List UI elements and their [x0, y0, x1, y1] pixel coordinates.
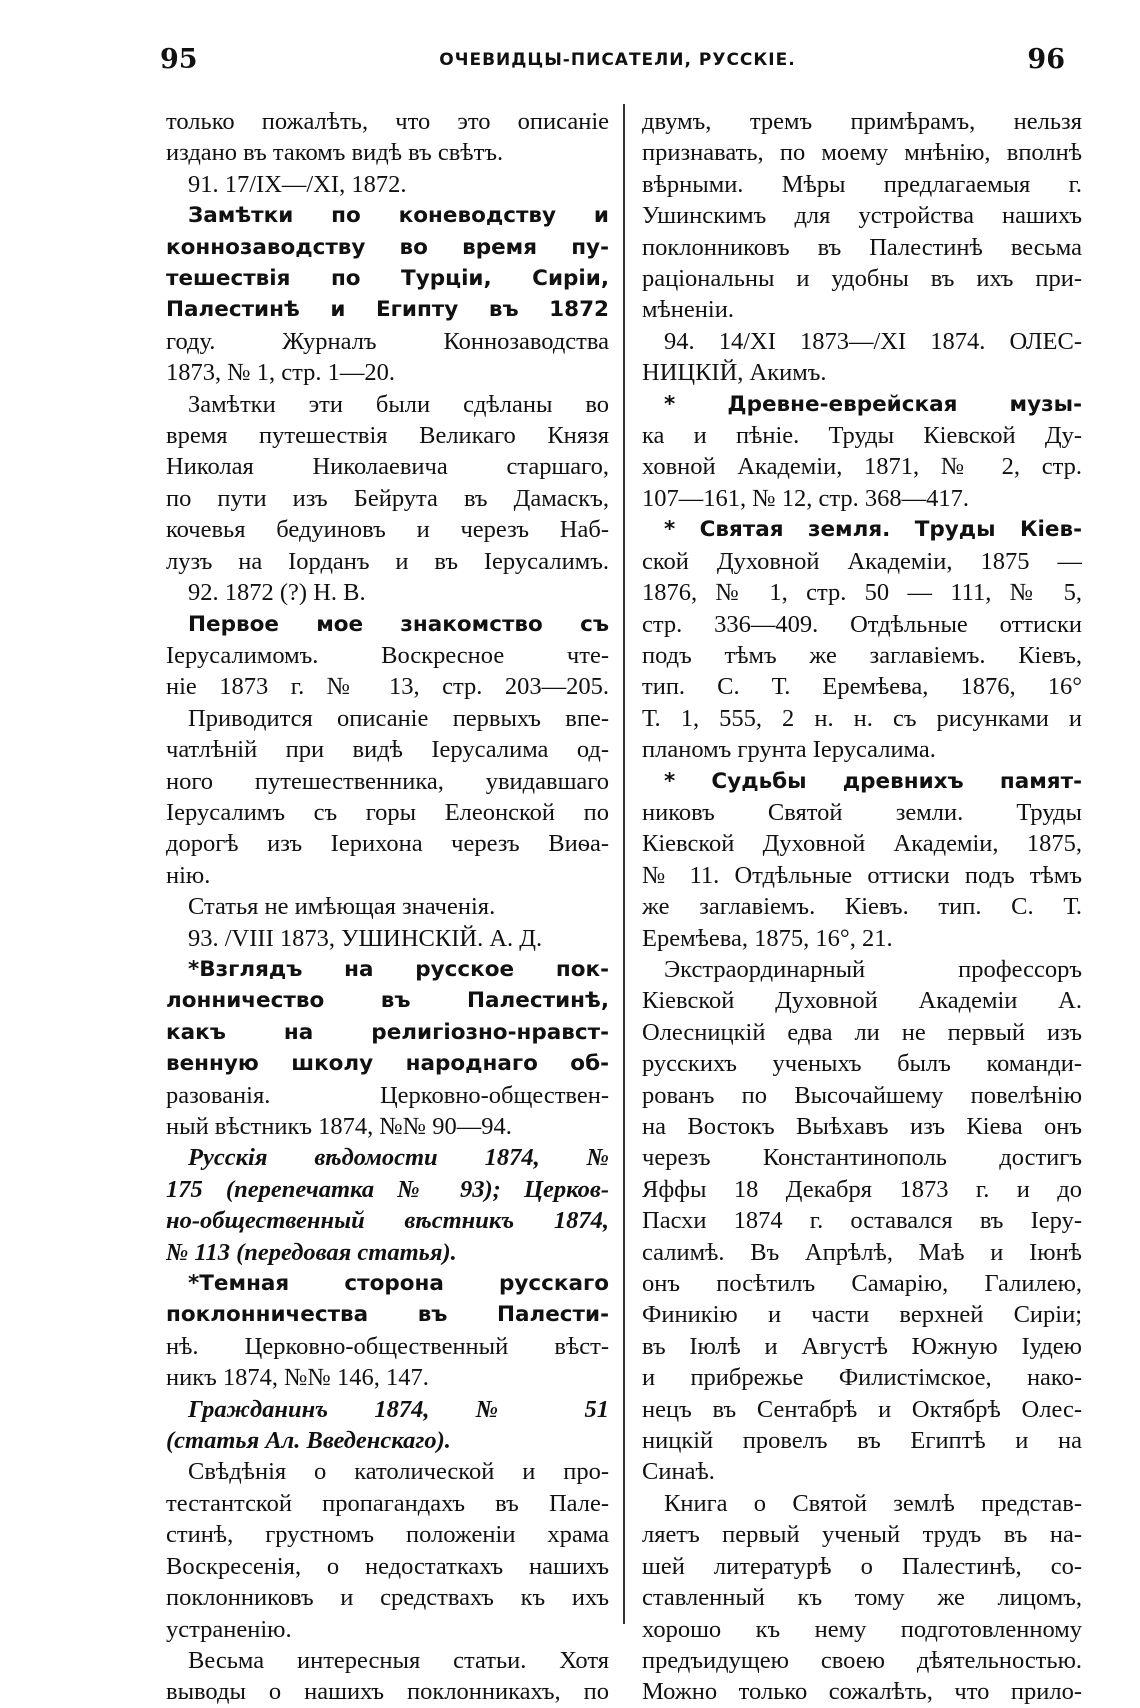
text-line: ного путешественника, увидавшаго: [166, 767, 609, 795]
page-number-right: 96: [1027, 44, 1065, 75]
text-line: и прибрежье Филистімское, нако-: [642, 1364, 1082, 1392]
text-line: устраненію.: [166, 1615, 292, 1643]
text-line: * Судьбы древнихъ памят-: [664, 768, 1082, 794]
text-line: признавать, по моему мнѣнію, вполнѣ: [642, 139, 1082, 167]
text-line: выводы о нашихъ поклонникахъ, по: [166, 1678, 609, 1706]
text-line: черезъ Константинополь достигъ: [642, 1144, 1082, 1172]
text-line: какъ на религіозно-нравст-: [166, 1019, 609, 1045]
page-number-left: 95: [160, 44, 198, 75]
text-line: нѣ. Церковно-общественный вѣст-: [166, 1332, 609, 1360]
text-line: Приводится описаніе первыхъ впе-: [188, 704, 609, 732]
text-line: дорогѣ изъ Іерихона черезъ Виѳа-: [166, 830, 609, 858]
text-line: № 11. Отдѣльные оттиски подъ тѣмъ: [642, 861, 1082, 889]
text-line: нію.: [166, 861, 211, 889]
text-line: мѣненіи.: [642, 296, 734, 324]
text-line: раціональны и удобны въ ихъ при-: [642, 265, 1082, 293]
text-line: же заглавіемъ. Кіевъ. тип. С. Т.: [642, 893, 1082, 921]
text-line: никъ 1874, №№ 146, 147.: [166, 1364, 429, 1392]
text-line: чатлѣній при видѣ Іерусалима од-: [166, 736, 609, 764]
text-line: Николая Николаевича старшаго,: [166, 453, 609, 481]
text-line: ка и пѣніе. Труды Кіевской Ду-: [642, 422, 1082, 450]
text-line: Статья не имѣющая значенія.: [188, 893, 496, 921]
text-line: Воскресенія, о недостаткахъ нашихъ: [166, 1552, 609, 1580]
text-line: предъидущею своею дѣятельностью.: [642, 1646, 1082, 1674]
text-line: 93. /VIII 1873, УШИНСКІЙ. А. Д.: [188, 924, 543, 952]
text-line: онъ посѣтилъ Самарію, Галилею,: [642, 1270, 1082, 1298]
text-line: никовъ Святой земли. Труды: [642, 798, 1082, 826]
text-line: Замѣтки эти были сдѣланы во: [188, 390, 609, 418]
text-line: время путешествія Великаго Князя: [166, 422, 609, 450]
text-line: Пасхи 1874 г. оставался въ Іеру-: [642, 1207, 1082, 1235]
text-line: поклонничества въ Палести-: [166, 1302, 609, 1328]
text-line: Синаѣ.: [642, 1458, 715, 1486]
text-line: ской Духовной Академіи, 1875 —: [642, 547, 1082, 575]
text-line: Іерусалимъ съ горы Елеонской по: [166, 798, 609, 826]
text-line: вѣрными. Мѣры предлагаемыя г.: [642, 170, 1082, 198]
text-line: *Взглядъ на русское пок-: [188, 956, 609, 982]
right-column: [642, 106, 1082, 1708]
text-line: кочевья бедуиновъ и черезъ Наб-: [166, 516, 609, 544]
text-line: Финикію и части верхней Сиріи;: [642, 1301, 1082, 1329]
text-line: * Древне-еврейская музы-: [664, 391, 1082, 417]
text-line: тестантской пропагандахъ въ Пале-: [166, 1489, 609, 1517]
text-line: лонничество въ Палестинѣ,: [166, 988, 609, 1014]
text-line: 1876, № 1, стр. 50 — 111, № 5,: [642, 579, 1082, 607]
text-line: Ушинскимъ для устройства нашихъ: [642, 202, 1082, 230]
text-line: 107—161, № 12, стр. 368—417.: [642, 484, 970, 512]
text-line: нецъ въ Сентабрѣ и Октябрѣ Олес-: [642, 1395, 1082, 1423]
text-line: (статья Ал. Введенскаго).: [166, 1427, 451, 1455]
text-line: Замѣтки по коневодству и: [188, 203, 609, 229]
text-line: тип. С. Т. Еремѣева, 1876, 16°: [642, 673, 1082, 701]
page-header: [150, 44, 1085, 84]
text-line: по пути изъ Бейрута въ Дамаскъ,: [166, 484, 609, 512]
text-line: коннозаводству во время пу-: [166, 234, 609, 260]
text-line: *Темная сторона русскаго: [188, 1271, 609, 1297]
text-line: Первое мое знакомство съ: [188, 611, 609, 637]
text-line: въ Іюлѣ и Августѣ Южную Іудею: [642, 1332, 1082, 1360]
text-line: хорошо къ нему подготовленному: [642, 1615, 1082, 1643]
text-line: ніе 1873 г. № 13, стр. 203—205.: [166, 673, 609, 701]
text-line: № 113 (передовая статья).: [166, 1238, 457, 1266]
text-line: планомъ грунта Іерусалима.: [642, 736, 936, 764]
text-line: поклонниковъ и средствахъ къ ихъ: [166, 1584, 609, 1612]
text-line: Русскія вѣдомости 1874, №: [188, 1144, 609, 1172]
left-column: [166, 106, 609, 1708]
text-line: русскихъ ученыхъ былъ команди-: [642, 1050, 1082, 1078]
text-line: Весьма интересныя статьи. Хотя: [188, 1646, 609, 1674]
text-line: Іерусалимомъ. Воскресное чте-: [166, 641, 609, 669]
text-line: шей литературѣ о Палестинѣ, со-: [642, 1552, 1082, 1580]
text-line: НИЦКІЙ, Акимъ.: [642, 359, 827, 387]
column-divider: [623, 104, 625, 1624]
text-line: Т. 1, 555, 2 н. н. съ рисунками и: [642, 704, 1082, 732]
text-line: салимѣ. Въ Апрѣлѣ, Маѣ и Іюнѣ: [642, 1238, 1082, 1266]
text-line: поклонниковъ въ Палестинѣ весьма: [642, 233, 1082, 261]
text-line: Еремѣева, 1875, 16°, 21.: [642, 924, 893, 952]
text-line: только пожалѣть, что это описаніе: [166, 108, 609, 135]
text-line: году. Журналъ Коннозаводства: [166, 327, 609, 355]
text-line: двумъ, тремъ примѣрамъ, нельзя: [642, 108, 1082, 135]
text-line: Палестинѣ и Египту въ 1872: [166, 297, 609, 323]
text-line: издано въ такомъ видѣ въ свѣтъ.: [166, 139, 504, 167]
text-line: Экстраординарный профессоръ: [664, 955, 1082, 983]
running-head: ОЧЕВИДЦЫ-ПИСАТЕЛИ, РУССКІЕ.: [439, 50, 796, 70]
text-line: 175 (перепечатка № 93); Церков-: [166, 1175, 609, 1203]
text-line: рованъ по Высочайшему повелѣнію: [642, 1081, 1082, 1109]
text-line: Кіевской Духовной Академіи, 1875,: [642, 830, 1082, 858]
text-line: лузъ на Іорданъ и въ Іерусалимъ.: [166, 547, 609, 575]
text-line: Гражданинъ 1874, № 51: [188, 1395, 609, 1423]
text-line: Яффы 18 Декабря 1873 г. и до: [642, 1175, 1082, 1203]
text-line: но-общественный вѣстникъ 1874,: [166, 1207, 609, 1235]
text-line: 91. 17/IX—/XI, 1872.: [188, 170, 407, 198]
text-line: стр. 336—409. Отдѣльные оттиски: [642, 610, 1082, 638]
text-line: подъ тѣмъ же заглавіемъ. Кіевъ,: [642, 641, 1082, 669]
text-line: Кіевской Духовной Академіи А.: [642, 987, 1082, 1015]
text-line: * Святая земля. Труды Кіев-: [664, 517, 1082, 543]
text-line: Свѣдѣнія о католической и про-: [188, 1458, 609, 1486]
text-line: ный вѣстникъ 1874, №№ 90—94.: [166, 1113, 512, 1140]
text-line: разованія. Церковно-обществен-: [166, 1081, 609, 1109]
text-line: Олесницкій едва ли не первый изъ: [642, 1018, 1082, 1046]
text-line: Можно только сожалѣть, что прило-: [642, 1678, 1082, 1706]
text-line: тешествія по Турціи, Сиріи,: [166, 266, 609, 292]
text-line: ницкій провелъ въ Египтѣ и на: [642, 1427, 1082, 1455]
text-line: на Востокъ Выѣхавъ изъ Кіева онъ: [642, 1113, 1082, 1140]
text-line: стинѣ, грустномъ положеніи храма: [166, 1521, 609, 1549]
text-line: Книга о Святой землѣ представ-: [664, 1489, 1082, 1517]
text-line: ляетъ первый ученый трудъ въ на-: [642, 1521, 1082, 1549]
text-line: ставленный къ тому же лицомъ,: [642, 1584, 1082, 1612]
text-line: венную школу народнаго об-: [166, 1051, 609, 1077]
text-line: 94. 14/XI 1873—/XI 1874. ОЛЕС-: [664, 327, 1082, 355]
text-line: 1873, № 1, стр. 1—20.: [166, 359, 396, 387]
text-line: 92. 1872 (?) Н. В.: [188, 579, 366, 607]
text-line: ховной Академіи, 1871, № 2, стр.: [642, 453, 1082, 481]
